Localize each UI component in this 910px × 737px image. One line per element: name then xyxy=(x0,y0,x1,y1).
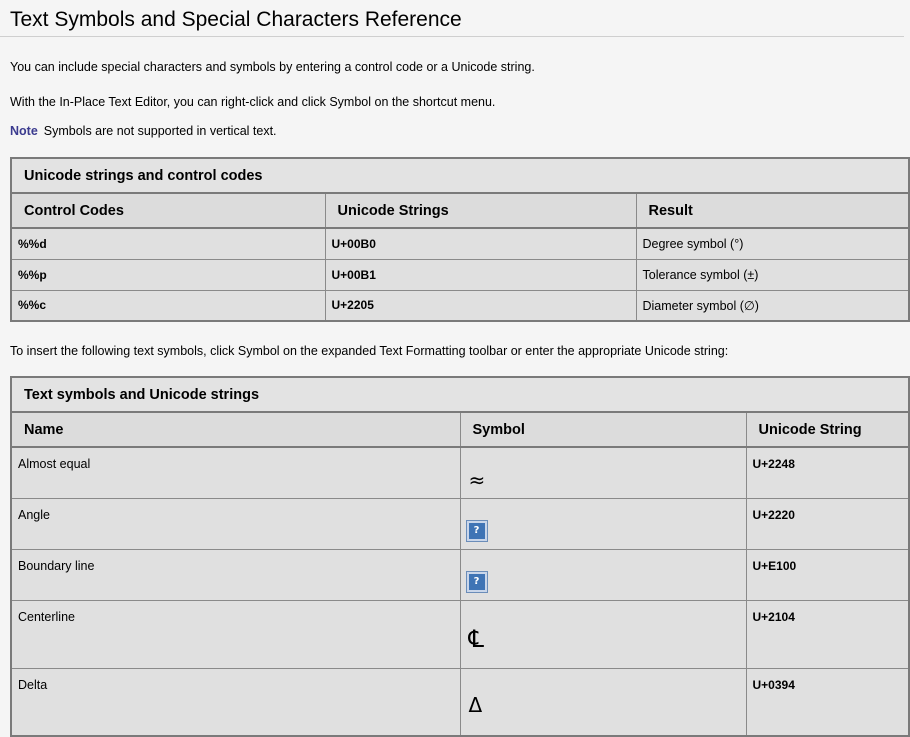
note-paragraph xyxy=(10,124,277,138)
missing-image-icon: ? xyxy=(467,572,487,592)
column-header: Unicode String xyxy=(746,412,909,447)
result-cell: Tolerance symbol (±) xyxy=(636,259,909,290)
symbol-cell xyxy=(460,447,746,498)
name-cell: Delta xyxy=(11,668,460,736)
instruction-paragraph: To insert the following text symbols, click Symbol on the expanded Text Formatting toolbar or enter the appropriate Unicode string: xyxy=(10,344,729,358)
column-header: Unicode Strings xyxy=(325,193,636,228)
table-row xyxy=(11,498,909,549)
title-bar xyxy=(0,0,904,37)
symbol-cell xyxy=(460,600,746,668)
centerline-icon: ℄ xyxy=(468,624,484,653)
result-cell: Degree symbol (°) xyxy=(636,228,909,259)
note-label: Note xyxy=(10,124,38,138)
unicode-cell: U+2104 xyxy=(746,600,909,668)
table-row xyxy=(11,447,909,498)
name-cell: Boundary line xyxy=(11,549,460,600)
unicode-cell: U+E100 xyxy=(746,549,909,600)
table-row xyxy=(11,228,909,259)
unicode-cell: U+00B1 xyxy=(325,259,636,290)
control-code-cell: %%d xyxy=(11,228,325,259)
unicode-cell: U+2205 xyxy=(325,290,636,321)
column-header: Symbol xyxy=(460,412,746,447)
text-symbols-table xyxy=(10,376,910,737)
intro-paragraph-2: With the In-Place Text Editor, you can right-click and click Symbol on the shortcut menu. xyxy=(10,95,496,109)
table-row xyxy=(11,259,909,290)
table-row xyxy=(11,549,909,600)
control-code-cell: %%c xyxy=(11,290,325,321)
name-cell: Almost equal xyxy=(11,447,460,498)
symbol-cell xyxy=(460,498,746,549)
control-code-cell: %%p xyxy=(11,259,325,290)
table-caption: Unicode strings and control codes xyxy=(11,158,909,193)
name-cell: Angle xyxy=(11,498,460,549)
table-row xyxy=(11,290,909,321)
symbol-cell xyxy=(460,668,746,736)
missing-image-icon: ? xyxy=(467,521,487,541)
table-row xyxy=(11,600,909,668)
delta-icon: Δ xyxy=(468,692,483,717)
table-row xyxy=(11,668,909,736)
symbol-cell xyxy=(460,549,746,600)
intro-paragraph-1: You can include special characters and symbols by entering a control code or a Unicode string. xyxy=(10,60,535,74)
unicode-cell: U+2220 xyxy=(746,498,909,549)
name-cell: Centerline xyxy=(11,600,460,668)
unicode-cell: U+2248 xyxy=(746,447,909,498)
column-header: Control Codes xyxy=(11,193,325,228)
unicode-cell: U+0394 xyxy=(746,668,909,736)
result-cell: Diameter symbol (∅) xyxy=(636,290,909,321)
column-header: Result xyxy=(636,193,909,228)
note-text: Symbols are not supported in vertical text. xyxy=(43,124,277,138)
page-title: Text Symbols and Special Characters Reference xyxy=(10,8,462,31)
control-codes-table xyxy=(10,157,910,322)
unicode-cell: U+00B0 xyxy=(325,228,636,259)
almost-equal-icon: ≈ xyxy=(468,468,486,492)
table-caption: Text symbols and Unicode strings xyxy=(11,377,909,412)
column-header: Name xyxy=(11,412,460,447)
